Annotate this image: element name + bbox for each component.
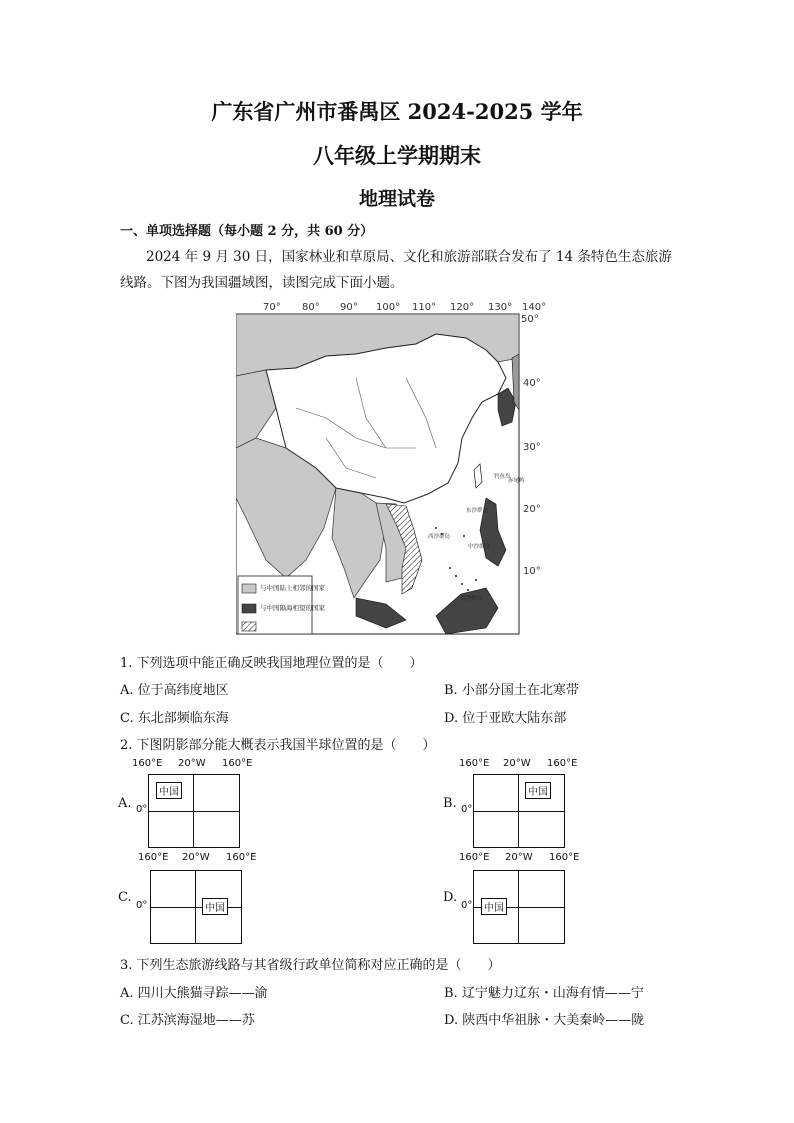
q2-letter-b: B. bbox=[443, 796, 457, 811]
q2-letter-c: C. bbox=[118, 890, 132, 905]
lat-label: 50° bbox=[521, 314, 539, 325]
lat-0-label: 0° bbox=[461, 900, 473, 911]
lon-160e-label: 160°E bbox=[132, 758, 163, 769]
q3-option-c[interactable]: C. 江苏滨海湿地——苏 bbox=[120, 1013, 255, 1028]
q2-letter-d: D. bbox=[443, 890, 458, 905]
china-marker: 中国 bbox=[481, 898, 507, 915]
intro-line2: 线路。下图为我国疆域图，读图完成下面小题。 bbox=[120, 275, 404, 291]
lon-160e-label: 160°E bbox=[459, 852, 490, 863]
lon-160e-label: 160°E bbox=[138, 852, 169, 863]
lon-label: 70° bbox=[263, 302, 281, 313]
lon-160e-label: 160°E bbox=[547, 758, 578, 769]
lon-160e-label: 160°E bbox=[222, 758, 253, 769]
q3-option-d[interactable]: D. 陕西中华祖脉・大美秦岭——陇 bbox=[444, 1013, 645, 1028]
lon-label: 100° bbox=[376, 302, 401, 313]
q2-letter-a: A. bbox=[118, 796, 132, 811]
q2-option-d-grid[interactable] bbox=[443, 852, 603, 944]
legend-sea-neighbour: 与中国隔海相望的国家 bbox=[260, 604, 325, 612]
lon-20w-label: 20°W bbox=[182, 852, 210, 863]
china-territory-map bbox=[236, 298, 556, 642]
lon-label: 120° bbox=[450, 302, 475, 313]
lon-label: 140° bbox=[522, 302, 547, 313]
place-label: 钓鱼岛 bbox=[494, 474, 511, 480]
question-1-stem: 1. 下列选项中能正确反映我国地理位置的是（ ） bbox=[120, 656, 423, 671]
place-label: 西沙群岛 bbox=[428, 534, 451, 540]
intro-line1: 2024 年 9 月 30 日，国家林业和草原局、文化和旅游部联合发布了 14 条特色生态旅游 bbox=[146, 249, 672, 265]
q1-option-a[interactable]: A. 位于高纬度地区 bbox=[120, 683, 229, 698]
section-heading: 一、单项选择题（每小题 2 分，共 60 分） bbox=[120, 224, 374, 239]
q2-option-b-grid[interactable] bbox=[443, 758, 603, 848]
q1-option-d[interactable]: D. 位于亚欧大陆东部 bbox=[444, 711, 567, 726]
place-label: 赤尾屿 bbox=[508, 478, 525, 484]
place-label: 南沙群岛 bbox=[460, 596, 483, 602]
lat-0-label: 0° bbox=[136, 900, 148, 911]
lat-label: 20° bbox=[523, 504, 541, 515]
lat-label: 30° bbox=[523, 442, 541, 453]
lat-label: 40° bbox=[523, 378, 541, 389]
q3-option-b[interactable]: B. 辽宁魅力辽东・山海有情——宁 bbox=[444, 986, 644, 1001]
place-label: 东沙群岛 bbox=[466, 508, 489, 514]
lat-0-label: 0° bbox=[461, 804, 473, 815]
lon-20w-label: 20°W bbox=[505, 852, 533, 863]
lon-20w-label: 20°W bbox=[178, 758, 206, 769]
lon-label: 90° bbox=[340, 302, 358, 313]
q1-option-b[interactable]: B. 小部分国土在北寒带 bbox=[444, 683, 579, 698]
q2-option-c-grid[interactable] bbox=[118, 852, 278, 944]
legend-land-neighbour: 与中国陆上相邻的国家 bbox=[260, 584, 325, 592]
exam-title-line3: 地理试卷 bbox=[358, 188, 435, 210]
question-2-stem: 2. 下图阴影部分能大概表示我国半球位置的是（ ） bbox=[120, 738, 436, 753]
lat-label: 10° bbox=[523, 566, 541, 577]
china-marker: 中国 bbox=[525, 782, 551, 799]
lon-label: 110° bbox=[412, 302, 437, 313]
lon-160e-label: 160°E bbox=[226, 852, 257, 863]
lon-160e-label: 160°E bbox=[549, 852, 580, 863]
china-marker: 中国 bbox=[202, 898, 228, 915]
exam-title-line1: 广东省广州市番禺区 2024-2025 学年 bbox=[211, 99, 583, 124]
lon-20w-label: 20°W bbox=[503, 758, 531, 769]
exam-title-line2: 八年级上学期期末 bbox=[313, 143, 481, 168]
q1-option-c[interactable]: C. 东北部频临东海 bbox=[120, 711, 229, 726]
lon-160e-label: 160°E bbox=[459, 758, 490, 769]
lat-0-label: 0° bbox=[136, 804, 148, 815]
q3-option-a[interactable]: A. 四川大熊猫寻踪——渝 bbox=[120, 986, 268, 1001]
place-label: 中沙群岛 bbox=[468, 544, 491, 550]
china-marker: 中国 bbox=[156, 782, 182, 799]
lon-label: 80° bbox=[302, 302, 320, 313]
question-3-stem: 3. 下列生态旅游线路与其省级行政单位简称对应正确的是（ ） bbox=[120, 958, 501, 973]
q2-option-a-grid[interactable] bbox=[118, 758, 278, 848]
lon-label: 130° bbox=[488, 302, 513, 313]
